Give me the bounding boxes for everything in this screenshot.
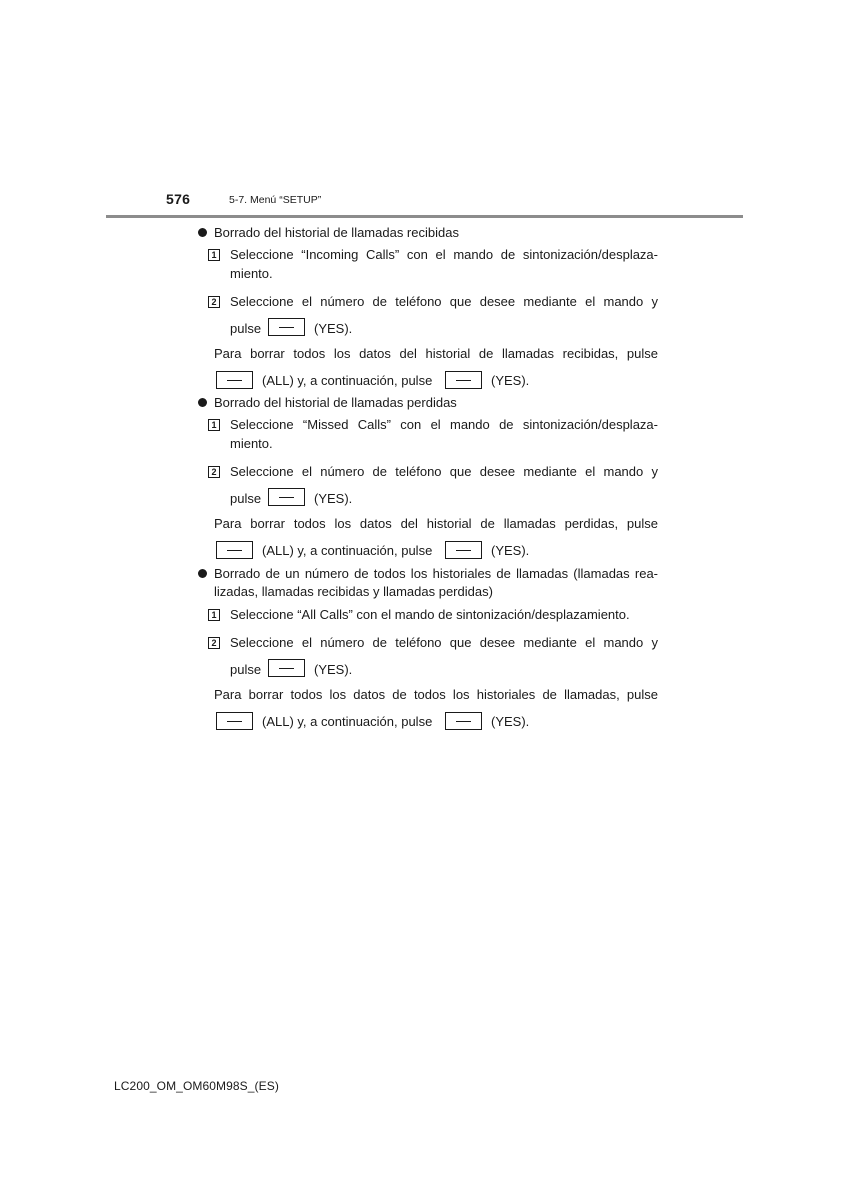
- all-button-icon: [216, 371, 253, 389]
- section-heading: Borrado del historial de llamadas recibidas: [214, 225, 459, 240]
- step-number-icon: 1: [208, 249, 220, 261]
- yes-button-icon: [268, 488, 305, 506]
- bullet-icon: [198, 398, 207, 407]
- page-number: 576: [166, 191, 191, 207]
- step-number-icon: 2: [208, 466, 220, 478]
- yes-button-icon: [445, 371, 482, 389]
- yes-button-icon: [445, 712, 482, 730]
- step-text: pulse: [230, 321, 262, 336]
- note-text: Para borrar todos los datos del historial de llamadas perdidas, pulse: [214, 516, 658, 531]
- note-text: (ALL) y, a continuación, pulse: [262, 714, 433, 729]
- bullet-icon: [198, 569, 207, 578]
- note-text: Para borrar todos los datos del historial de llamadas recibidas, pulse: [214, 346, 658, 361]
- yes-button-icon: [445, 541, 482, 559]
- step-text: pulse: [230, 662, 262, 677]
- step-text: miento.: [230, 266, 273, 281]
- step-text: Seleccione “Missed Calls” con el mando de sintonización/desplaza-: [230, 417, 658, 432]
- bullet-icon: [198, 228, 207, 237]
- yes-button-icon: [268, 659, 305, 677]
- section-heading: Borrado del historial de llamadas perdidas: [214, 395, 457, 410]
- step-text: Seleccione “All Calls” con el mando de sintonización/desplazamiento.: [230, 607, 630, 622]
- step-text: Seleccione “Incoming Calls” con el mando de sintonización/desplaza-: [230, 247, 658, 262]
- step-number-icon: 2: [208, 637, 220, 649]
- note-text: (YES).: [491, 373, 530, 388]
- step-text: (YES).: [314, 321, 353, 336]
- step-text: Seleccione el número de teléfono que desee mediante el mando y: [230, 294, 658, 309]
- step-number-icon: 2: [208, 296, 220, 308]
- step-number-icon: 1: [208, 419, 220, 431]
- document-code: LC200_OM_OM60M98S_(ES): [114, 1079, 279, 1093]
- step-text: miento.: [230, 436, 273, 451]
- all-button-icon: [216, 712, 253, 730]
- step-text: pulse: [230, 491, 262, 506]
- step-text: Seleccione el número de teléfono que desee mediante el mando y: [230, 464, 658, 479]
- yes-button-icon: [268, 318, 305, 336]
- step-text: (YES).: [314, 662, 353, 677]
- all-button-icon: [216, 541, 253, 559]
- section-heading: lizadas, llamadas recibidas y llamadas perdidas): [214, 584, 493, 599]
- section-title: 5-7. Menú “SETUP”: [229, 194, 322, 206]
- step-text: Seleccione el número de teléfono que desee mediante el mando y: [230, 635, 658, 650]
- note-text: (ALL) y, a continuación, pulse: [262, 543, 433, 558]
- note-text: (ALL) y, a continuación, pulse: [262, 373, 433, 388]
- step-text: (YES).: [314, 491, 353, 506]
- section-heading: Borrado de un número de todos los historiales de llamadas (llamadas rea-: [214, 566, 658, 581]
- step-number-icon: 1: [208, 609, 220, 621]
- note-text: (YES).: [491, 714, 530, 729]
- note-text: (YES).: [491, 543, 530, 558]
- note-text: Para borrar todos los datos de todos los historiales de llamadas, pulse: [214, 687, 658, 702]
